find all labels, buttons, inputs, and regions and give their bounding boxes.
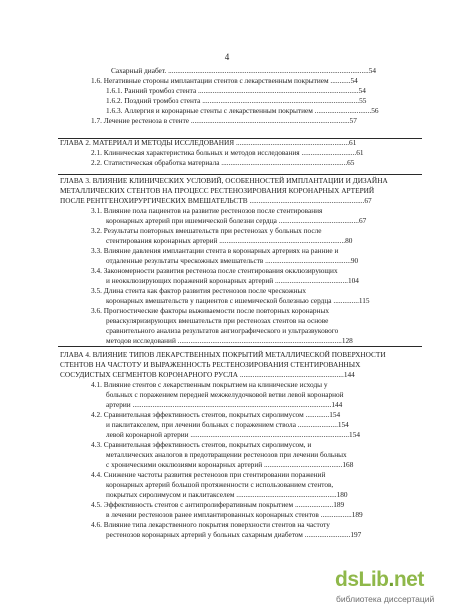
toc-entry: коронарных артерий при ишемической болезни сердца ............................................67 xyxy=(106,216,367,225)
dslib-watermark[interactable] xyxy=(335,568,447,610)
chapter-heading: ПОСЛЕ РЕНТГЕНОХИРУРГИЧЕСКИХ ВМЕШАТЕЛЬСТВ ...............................................................67 xyxy=(60,196,372,205)
chapter-heading: ГЛАВА 3. ВЛИЯНИЕ КЛИНИЧЕСКИХ УСЛОВИЙ, ОСОБЕННОСТЕЙ ИМПЛАНТАЦИИ И ДИЗАЙНА xyxy=(60,176,388,185)
toc-entry: 3.6. Прогностические факторы выживаемости после повторных коронарных xyxy=(91,306,330,315)
toc-entry: сравнительного анализа результатов ангиографического и ультразвукового xyxy=(106,326,339,335)
dslib-tagline: библиотека диссертаций xyxy=(336,594,435,604)
logo-tld: net xyxy=(393,568,424,591)
chapter-heading: МЕТАЛЛИЧЕСКИХ СТЕНТОВ НА ПРОЦЕСС РЕСТЕНОЗИРОВАНИЯ КОРОНАРНЫХ АРТЕРИЙ xyxy=(60,186,375,195)
logo-main: dsLib xyxy=(335,568,389,591)
toc-entry: и неокклюзирующих поражений коронарных артерий ........................................104 xyxy=(106,276,359,285)
toc-entry: коронарных артерий большой протяженности с использованием стентов, xyxy=(106,480,334,489)
toc-entry: 4.5. Эффективность стентов с антипролиферативным покрытием .....................189 xyxy=(91,500,345,509)
toc-entry: 3.3. Влияние давления имплантации стента в коронарных артериях на ранние и xyxy=(91,246,339,255)
dslib-logo xyxy=(335,568,424,592)
toc-entry: 4.3. Сравнительная эффективность стентов, покрытых сиролимусом, и xyxy=(91,440,312,449)
toc-entry: 3.4. Закономерности развития рестеноза после стентирования окклюзирующих xyxy=(91,266,338,275)
toc-entry: 1.6.2. Поздний тромбоз стента ......................................................................................55 xyxy=(106,96,367,105)
toc-entry: Сахарный диабет. ..............................................................................................................54 xyxy=(111,66,377,75)
toc-entry: стентирования коронарных артерий .....................................................................80 xyxy=(106,236,353,245)
toc-entry: 2.1. Клиническая характеристика больных и методов исследования ..............................61 xyxy=(91,148,364,157)
toc-entry: коронарных вмешательств у пациентов с ишемической болезнью сердца ..............115 xyxy=(106,296,370,305)
toc-entry: 4.2. Сравнительная эффективность стентов, покрытых сиролимусом .............154 xyxy=(91,410,341,419)
toc-entry: с хроническими окклюзиями коронарных артерий ...........................................168 xyxy=(106,460,354,469)
toc-entry: 2.2. Статистическая обработка материала .....................................................................65 xyxy=(91,158,355,167)
section-divider xyxy=(58,346,422,347)
toc-entry: 4.1. Влияние стентов с лекарственным покрытием на клинические исходы у xyxy=(91,380,328,389)
chapter-heading: СОСУДИСТЫХ СЕГМЕНТОВ КОРОНАРНОГО РУСЛА .........................................................144 xyxy=(60,370,355,379)
section-divider xyxy=(58,174,422,175)
chapter-heading: СТЕНТОВ НА ЧАСТОТУ И ВЫРАЖЕННОСТЬ РЕСТЕНОЗИРОВАНИЯ СТЕНТИРОВАННЫХ xyxy=(60,360,361,369)
toc-entry: 3.2. Результаты повторных вмешательств при рестенозах у больных после xyxy=(91,226,322,235)
toc-entry: реваскуляризирующих вмешательств при рестенозах стентов на основе xyxy=(106,316,329,325)
toc-entry: 4.6. Влияние типа лекарственного покрытия поверхности стентов на частоту xyxy=(91,520,330,529)
chapter-heading: ГЛАВА 2. МАТЕРИАЛ И МЕТОДЫ ИССЛЕДОВАНИЯ ..............................................................61 xyxy=(60,138,357,147)
toc-entry: металлических аналогов в предотвращении рестенозов при лечении больных xyxy=(106,450,347,459)
toc-entry: покрытых сиролимусом и паклитакселем .......................................................180 xyxy=(106,490,348,499)
toc-entry: 4.4. Снижение частоты развития рестенозов при стентировании поражений xyxy=(91,470,326,479)
logo-dot: . xyxy=(388,568,394,591)
toc-entry: и паклитакселем, при лечении больных с поражением ствола ......................154 xyxy=(106,420,349,429)
page-number: 4 xyxy=(224,52,230,62)
toc-entry: 3.1. Влияние пола пациентов на развитие рестенозов после стентирования xyxy=(91,206,323,215)
toc-entry: левой коронарной артерии .......................................................................................154 xyxy=(106,430,361,439)
toc-entry: артерии .............................................................................................................144 xyxy=(106,400,343,409)
toc-entry: рестенозов коронарных артерий у больных сахарным диабетом .........................197 xyxy=(106,530,362,539)
toc-entry: 1.7. Лечение рестеноза в стенте .......................................................................................57 xyxy=(91,116,357,125)
toc-entry: 1.6. Негативные стороны имплантации стентов с лекарственным покрытием ...........54 xyxy=(91,76,358,85)
chapter-heading: ГЛАВА 4. ВЛИЯНИЕ ТИПОВ ЛЕКАРСТВЕННЫХ ПОКРЫТИЙ МЕТАЛЛИЧЕСКОЙ ПОВЕРХНОСТИ xyxy=(60,350,386,359)
toc-entry: 3.5. Длина стента как фактор развития рестенозов после чрескожных xyxy=(91,286,307,295)
toc-entry: в лечении рестенозов ранее имплантированных коронарных стентов .................189 xyxy=(106,510,363,519)
toc-entry: отдаленные результаты чрескожных вмешательств ...............................................90 xyxy=(106,256,359,265)
toc-entry: больных с поражением передней межжелудочковой ветви левой коронарной xyxy=(106,390,344,399)
toc-entry: 1.6.1. Ранний тромбоз стента ........................................................................................54 xyxy=(106,86,366,95)
toc-entry: 1.6.3. Аллергия и коронарные стенты с лекарственным покрытием ...............................56 xyxy=(106,106,379,115)
toc-entry: методов исследований ..........................................................................................128 xyxy=(106,336,353,345)
